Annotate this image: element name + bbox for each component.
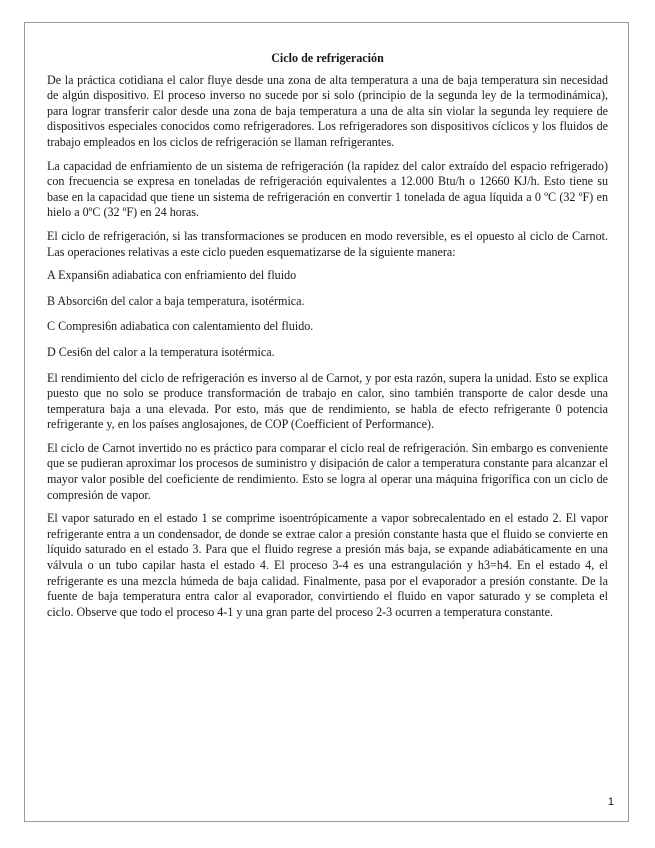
step-b: B Absorci6n del calor a baja temperatura, isotérmica.: [47, 293, 305, 308]
step-a: A Expansi6n adiabatica con enfriamiento del fluido: [47, 268, 297, 283]
page-number: 1: [607, 796, 614, 808]
paragraph-capacity: La capacidad de enfriamiento de un sistema de refrigeración (la rapidez del calor extraído del espacio refrigerado) con frecuencia se expresa en toneladas de refrigeración equivalentes a 12.000 Btu/h o 12660 KJ/h. Esto tiene su base en la capacidad que tiene un sistema de refrigeración en convertir 1 tonelada de agua líquida a 0 ºC (32 ºF) en hielo a 0ºC (32 ºF) en 24 horas.: [47, 158, 608, 220]
document-title: Ciclo de refrigeración: [271, 51, 384, 65]
step-d: D Cesi6n del calor a la temperatura isotérmica.: [47, 344, 275, 359]
document-page: [24, 22, 629, 822]
step-c: C Compresi6n adiabatica con calentamiento del fluido.: [47, 319, 314, 334]
page-content: [47, 51, 608, 628]
paragraph-cycle: El ciclo de refrigeración, si las transformaciones se producen en modo reversible, es el opuesto al ciclo de Carnot. Las operaciones relativas a este ciclo pueden esquematizarse de la siguiente manera:: [47, 228, 608, 259]
paragraph-vapor-compression: El vapor saturado en el estado 1 se comprime isoentrópicamente a vapor sobrecalentado en el estado 2. El vapor refrigerante entra a un condensador, de donde se extrae calor a presión constante hasta que el fluido se convierte en líquido saturado en el estado 3. Para que el fluido regrese a presión más baja, se expande adiabáticamente en una válvula o un tubo capilar hasta el estado 4. El proceso 3-4 es una estrangulación y h3=h4. En el estado 4, el refrigerante es una mezcla húmeda de baja calidad. Finalmente, pasa por el evaporador a presión constante. De la fuente de baja temperatura entra calor al evaporador, convirtiendo el fluido en vapor saturado y se completa el ciclo. Observe que todo el proceso 4-1 y una gran parte del proceso 2-3 ocurren a temperatura constante.: [47, 511, 608, 619]
paragraph-carnot-inverted: El ciclo de Carnot invertido no es práctico para comparar el ciclo real de refrigeración. Sin embargo es conveniente que se pudieran aproximar los procesos de suministro y disipación de calor a temperatura constante para alcanzar el mayor valor posible del coeficiente de rendimiento. Esto se logra al operar una máquina frigorífica con un ciclo de compresión de vapor.: [47, 440, 608, 502]
paragraph-intro: De la práctica cotidiana el calor fluye desde una zona de alta temperatura a una de baja temperatura sin necesidad de algún dispositivo. El proceso inverso no sucede por si solo (principio de la segunda ley de la termodinámica), para lograr transferir calor desde una zona de baja temperatura a una de alta sin violar la segunda ley requiere de dispositivos especiales conocidos como refrigeradores. Los refrigeradores son dispositivos cíclicos y los fluidos de trabajo empleados en los ciclos de refrigeración se llaman refrigerantes.: [47, 72, 608, 149]
paragraph-performance: El rendimiento del ciclo de refrigeración es inverso al de Carnot, y por esta razón, supera la unidad. Esto se explica puesto que no solo se produce transformación de trabajo en calor, sino también transporte de calor desde una temperatura baja a una elevada. Por esto, más que de rendimiento, se habla de efecto refrigerante 0 potencia refrigerante y, en los países anglosajones, de COP (Coefficient of Performance).: [47, 370, 608, 432]
